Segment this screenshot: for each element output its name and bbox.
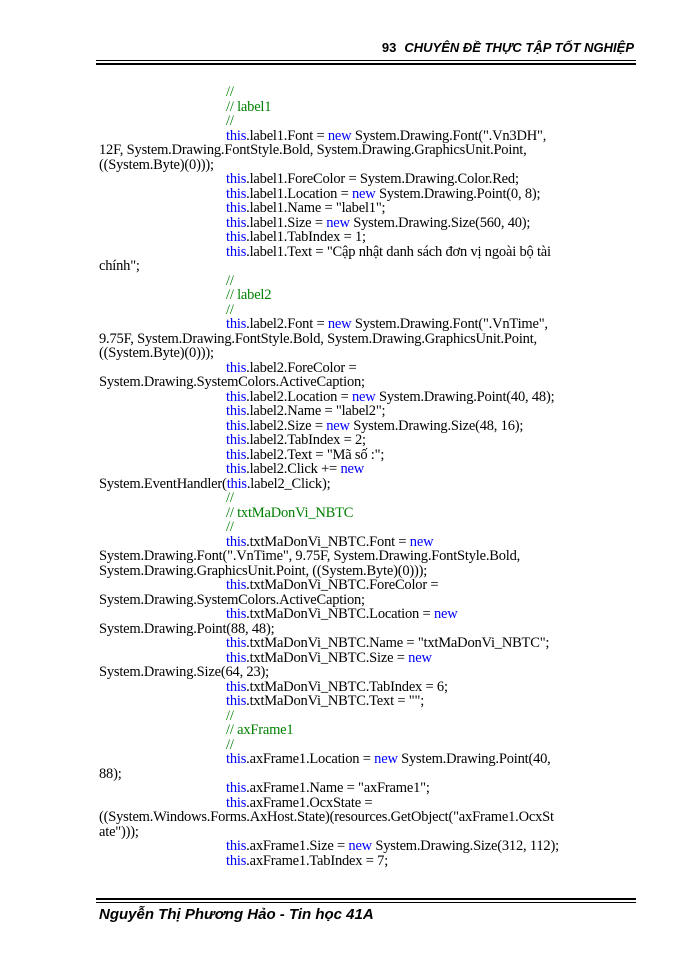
code-line <box>99 172 619 187</box>
code-line <box>99 535 619 550</box>
code-keyword: this <box>226 185 247 202</box>
code-text: System.Drawing.Point(0, 8); <box>375 185 541 202</box>
code-text: System.Drawing.Point(88, 48); <box>99 620 275 637</box>
code-line <box>99 216 619 231</box>
code-text: System.Drawing.Point(40, <box>397 751 551 767</box>
code-text: 9.75F, System.Drawing.FontStyle.Bold, System.Drawing.GraphicsUnit.Point, <box>99 330 537 347</box>
code-comment: // axFrame1 <box>226 722 294 738</box>
code-text: .axFrame1.Location = <box>246 751 375 767</box>
code-text: System.Drawing.SystemColors.ActiveCaption; <box>99 374 365 390</box>
code-keyword: new <box>348 838 372 854</box>
code-keyword: new <box>327 127 352 144</box>
code-keyword: new <box>408 649 432 666</box>
code-keyword: this <box>226 751 247 767</box>
code-line <box>99 85 619 100</box>
code-line <box>99 129 619 144</box>
code-line <box>99 752 619 767</box>
code-text: System.Drawing.GraphicsUnit.Point, ((System.Byte)(0))); <box>99 562 428 579</box>
code-comment: // <box>226 519 234 535</box>
code-keyword: this <box>226 417 247 434</box>
code-line <box>99 230 619 245</box>
code-text: .label1.Text = "Cập nhật danh sách đơn vị ngoài bộ tài <box>246 243 551 260</box>
code-line <box>99 796 619 811</box>
code-comment: // <box>226 490 234 506</box>
header-rule-bottom <box>96 63 636 65</box>
code-comment: // label1 <box>226 98 272 115</box>
code-keyword: this <box>226 649 247 666</box>
code-keyword: new <box>326 417 350 434</box>
code-text: .label2.Text = "Mã số :"; <box>246 446 385 463</box>
code-keyword: this <box>226 635 247 651</box>
code-line <box>99 317 619 332</box>
code-text: .label2.Name = "label2"; <box>246 403 386 419</box>
code-comment: // label2 <box>226 287 272 303</box>
code-keyword: this <box>226 577 247 593</box>
code-line <box>99 694 619 709</box>
page-footer <box>99 904 639 926</box>
code-line <box>99 100 619 115</box>
code-line <box>99 419 619 434</box>
code-text: .label2.Size = <box>246 417 327 434</box>
code-keyword: this <box>226 794 247 811</box>
code-text: .axFrame1.OcxState = <box>246 794 373 811</box>
code-text: .txtMaDonVi_NBTC.Name = "txtMaDonVi_NBTC"; <box>246 635 550 651</box>
code-keyword: this <box>226 838 247 854</box>
code-text: .label2.Click += <box>246 461 341 477</box>
code-text: System.EventHandler( <box>99 475 227 492</box>
code-text: .label1.ForeColor = System.Drawing.Color.Red; <box>246 171 519 187</box>
code-line <box>99 462 619 477</box>
code-text: .txtMaDonVi_NBTC.ForeColor = <box>246 577 439 593</box>
code-keyword: this <box>226 693 247 709</box>
code-line <box>99 274 619 289</box>
code-line <box>99 723 619 738</box>
code-keyword: this <box>226 229 247 245</box>
code-keyword: this <box>226 852 247 869</box>
code-line <box>99 259 619 274</box>
code-text: .axFrame1.TabIndex = 7; <box>246 852 389 869</box>
footer-author: Nguyễn Thị Phương Hảo - Tin học 41A <box>99 906 374 923</box>
code-text: System.Drawing.Size(312, 112); <box>371 838 559 854</box>
header-title: CHUYÊN ĐỀ THỰC TẬP TỐT NGHIỆP <box>404 40 634 55</box>
code-keyword: this <box>226 533 247 550</box>
code-text: System.Drawing.SystemColors.ActiveCaption; <box>99 591 365 608</box>
code-line <box>99 839 619 854</box>
code-text: ate"))); <box>99 823 139 840</box>
code-keyword: this <box>226 316 247 332</box>
code-keyword: new <box>374 751 398 767</box>
code-text: .label1.TabIndex = 1; <box>246 229 366 245</box>
code-line <box>99 143 619 158</box>
code-line <box>99 651 619 666</box>
code-text: .label2.TabIndex = 2; <box>246 432 366 448</box>
code-keyword: new <box>327 316 352 332</box>
code-keyword: this <box>226 432 247 448</box>
code-keyword: this <box>226 678 247 695</box>
code-keyword: this <box>226 606 247 622</box>
code-line <box>99 593 619 608</box>
code-text: .label2.Location = <box>246 388 352 405</box>
code-line <box>99 636 619 651</box>
code-line <box>99 491 619 506</box>
code-keyword: this <box>226 200 247 216</box>
code-line <box>99 477 619 492</box>
code-line <box>99 854 619 869</box>
code-line <box>99 346 619 361</box>
code-comment: // <box>226 272 234 289</box>
code-keyword: new <box>352 185 376 202</box>
code-comment: // txtMaDonVi_NBTC <box>226 504 354 521</box>
code-line <box>99 578 619 593</box>
page-header <box>0 38 634 58</box>
code-comment: // <box>226 301 234 318</box>
code-line <box>99 549 619 564</box>
code-keyword: this <box>226 359 247 376</box>
code-text: 88); <box>99 765 122 782</box>
code-line <box>99 404 619 419</box>
code-line <box>99 607 619 622</box>
code-text: .label2.ForeColor = <box>246 359 357 376</box>
code-keyword: this <box>226 446 247 463</box>
code-keyword: new <box>340 461 365 477</box>
code-keyword: this <box>226 388 247 405</box>
code-keyword: new <box>433 606 458 622</box>
code-text: chính"; <box>99 258 140 274</box>
code-text: .axFrame1.Name = "axFrame1"; <box>246 780 430 796</box>
code-keyword: this <box>226 127 247 144</box>
code-text: .label1.Size = <box>246 214 327 231</box>
code-text: System.Drawing.Font(".VnTime", <box>351 316 548 332</box>
code-text: .label1.Location = <box>246 185 352 202</box>
code-line <box>99 390 619 405</box>
code-text: ((System.Windows.Forms.AxHost.State)(resources.GetObject("axFrame1.OcxSt <box>99 809 554 825</box>
code-text: .label2.Font = <box>246 316 328 332</box>
code-text: ((System.Byte)(0))); <box>99 156 214 173</box>
code-keyword: this <box>226 243 247 260</box>
code-text: 12F, System.Drawing.FontStyle.Bold, System.Drawing.GraphicsUnit.Point, <box>99 142 527 158</box>
code-keyword: this <box>226 171 247 187</box>
code-line <box>99 187 619 202</box>
code-line <box>99 622 619 637</box>
code-text: System.Drawing.Font(".Vn3DH", <box>351 127 547 144</box>
code-keyword: this <box>226 475 247 492</box>
code-text: .txtMaDonVi_NBTC.Font = <box>246 533 410 550</box>
code-line <box>99 709 619 724</box>
code-comment: // <box>226 736 234 753</box>
code-line <box>99 564 619 579</box>
code-comment: // <box>226 707 234 724</box>
page-number: 93 <box>381 40 397 55</box>
code-line <box>99 433 619 448</box>
code-comment: // <box>226 84 234 100</box>
code-text: System.Drawing.Font(".VnTime", 9.75F, System.Drawing.FontStyle.Bold, <box>99 548 521 564</box>
code-text: .axFrame1.Size = <box>246 838 349 854</box>
code-line <box>99 520 619 535</box>
code-text: .label1.Font = <box>246 127 328 144</box>
code-keyword: this <box>226 403 247 419</box>
code-line <box>99 738 619 753</box>
code-line <box>99 781 619 796</box>
code-line <box>99 810 619 825</box>
code-line <box>99 245 619 260</box>
code-line <box>99 158 619 173</box>
code-line <box>99 506 619 521</box>
header-rule-top <box>96 60 636 61</box>
code-text: ((System.Byte)(0))); <box>99 345 214 361</box>
code-text: System.Drawing.Size(48, 16); <box>349 417 524 434</box>
code-text: .txtMaDonVi_NBTC.Text = ""; <box>246 693 425 709</box>
code-text: System.Drawing.Point(40, 48); <box>375 388 555 405</box>
code-line <box>99 361 619 376</box>
code-line <box>99 767 619 782</box>
code-line <box>99 680 619 695</box>
code-line <box>99 448 619 463</box>
code-keyword: new <box>326 214 350 231</box>
code-line <box>99 201 619 216</box>
code-line <box>99 303 619 318</box>
code-line <box>99 375 619 390</box>
code-line <box>99 332 619 347</box>
code-keyword: new <box>352 388 376 405</box>
code-text: .label2_Click); <box>246 475 331 492</box>
footer-rule-top <box>96 898 636 900</box>
code-comment: // <box>226 113 234 129</box>
footer-rule-bottom <box>96 902 636 903</box>
code-keyword: this <box>226 214 247 231</box>
code-text: .txtMaDonVi_NBTC.Location = <box>246 606 434 622</box>
code-keyword: new <box>409 533 434 550</box>
code-line <box>99 665 619 680</box>
code-text: .txtMaDonVi_NBTC.TabIndex = 6; <box>246 678 448 695</box>
code-listing <box>99 85 619 868</box>
code-line <box>99 114 619 129</box>
code-text: System.Drawing.Size(64, 23); <box>99 664 269 680</box>
code-line <box>99 825 619 840</box>
code-text: System.Drawing.Size(560, 40); <box>349 214 531 231</box>
code-keyword: this <box>226 461 247 477</box>
code-text: .txtMaDonVi_NBTC.Size = <box>246 649 409 666</box>
code-text: .label1.Name = "label1"; <box>246 200 386 216</box>
code-keyword: this <box>226 780 247 796</box>
code-line <box>99 288 619 303</box>
